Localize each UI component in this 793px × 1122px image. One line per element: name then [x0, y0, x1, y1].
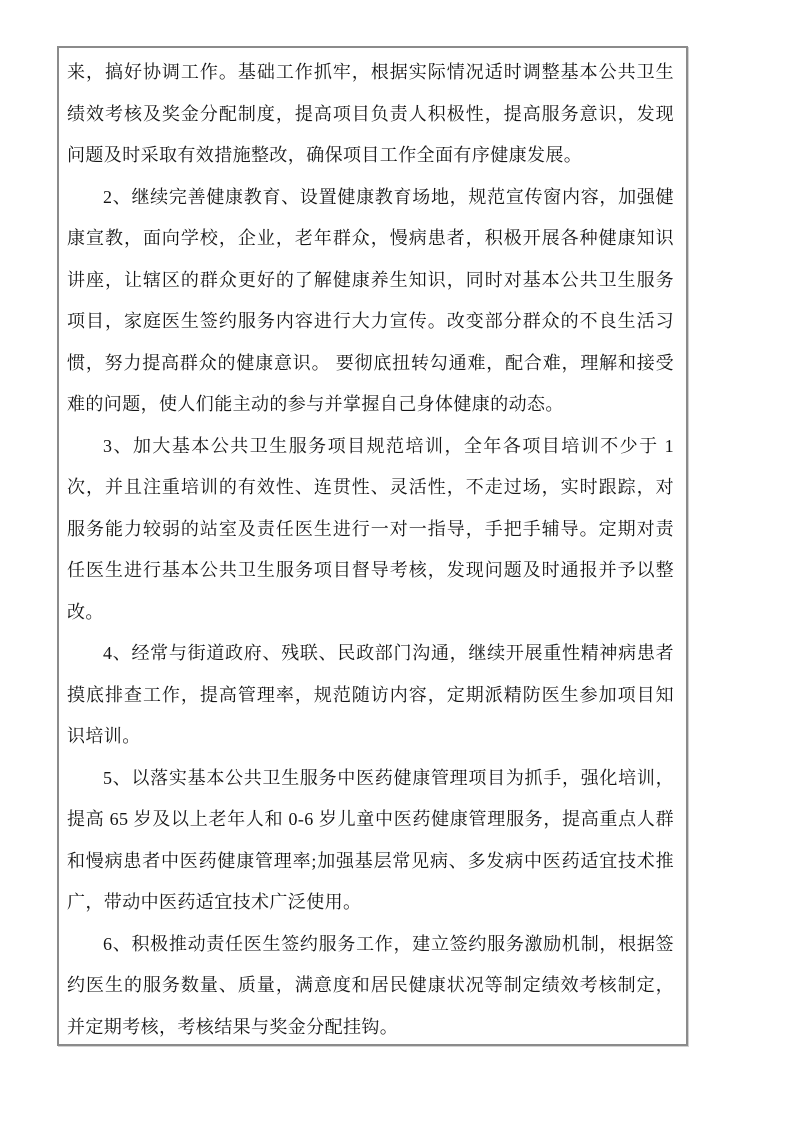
paragraph-item-3: 3、加大基本公共卫生服务项目规范培训，全年各项目培训不少于 1 次，并且注重培训的有效性、连贯性、灵活性，不走过场，实时跟踪，对服务能力较弱的站室及责任医生进行一对一指导，手把手辅导。定期对责任医生进行基本公共卫生服务项目督导考核，发现问题及时通报并予以整改。 — [67, 435, 674, 622]
table-cell-border — [57, 46, 688, 1046]
paragraph-item-2: 2、继续完善健康教育、设置健康教育场地，规范宣传窗内容，加强健康宣教，面向学校，企业，老年群众，慢病患者，积极开展各种健康知识讲座，让辖区的群众更好的了解健康养生知识，同时对基本公共卫生服务项目，家庭医生签约服务内容进行大力宣传。改变部分群众的不良生活习惯，努力提高群众的健康意识。 要彻底扭转勾通难，配合难，理解和接受难的问题，使人们能主动的参与并掌握自己身体健康的动态。 — [67, 186, 674, 414]
paragraph-item-4: 4、经常与街道政府、残联、民政部门沟通，继续开展重性精神病患者摸底排查工作，提高管理率，规范随访内容，定期派精防医生参加项目知识培训。 — [67, 643, 674, 746]
paragraph-continuation: 来，搞好协调工作。基础工作抓牢，根据实际情况适时调整基本公共卫生绩效考核及奖金分配制度，提高项目负责人积极性，提高服务意识，发现问题及时采取有效措施整改，确保项目工作全面有序健康发展。 — [67, 62, 674, 165]
paragraph-item-5: 5、以落实基本公共卫生服务中医药健康管理项目为抓手，强化培训，提高 65 岁及以上老年人和 0-6 岁儿童中医药健康管理服务，提高重点人群和慢病患者中医药健康管理率;加强基层常见病、多发病中医药适宜技术推广，带动中医药适宜技术广泛使用。 — [67, 767, 674, 912]
paragraph-item-6: 6、积极推动责任医生签约服务工作，建立签约服务激励机制，根据签约医生的服务数量、质量，满意度和居民健康状况等制定绩效考核制定，并定期考核，考核结果与奖金分配挂钩。 — [67, 933, 674, 1037]
